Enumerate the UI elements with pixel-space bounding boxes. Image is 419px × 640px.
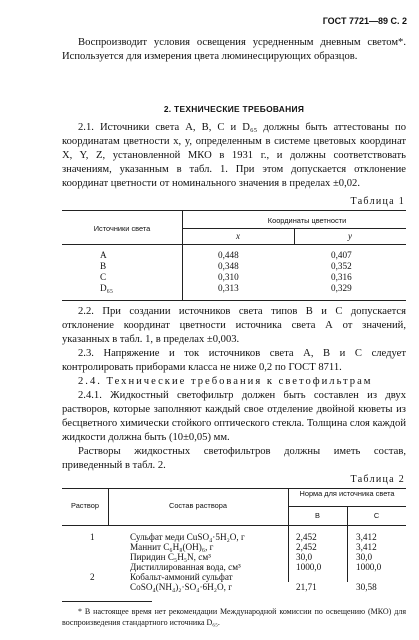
table2-col-solution: Раствор [71,501,99,510]
paragraph-2-1: 2.1. Источники света А, В, С и D₆₅ должны быть аттестованы по координатам цветности x, y, определенным в системе цветовых координат X, Y, Z, установленной МКО в 1931 г., и должны соответствовать значениям, указанным в табл. 1. При этом допускается отклонение координат цветности от номинального значения в пределах ±0,02. [62,122,406,189]
table1-col-x: x [236,231,240,241]
paragraph-2-4: 2.4. Технические требования к светофильтрам [78,376,373,387]
table-row: Дистиллированная вода, см³ [130,562,241,572]
table2-col-c: С [373,511,380,520]
table2-col-comp: Состав раствора [168,501,227,510]
table2-caption: Таблица 2 [350,474,405,485]
table2-col-b: В [315,511,320,520]
paragraph-2-4-1b: Растворы жидкостных светофильтров должны иметь состав, приведенный в табл. 2. [62,446,406,471]
table-row: 2 [90,572,95,582]
footnote: * В настоящее время нет рекомендации Международной комиссии по освещению (МКО) для воспроизведения стандартного источника D₆₅. [62,607,406,627]
paragraph-2-3: 2.3. Напряжение и ток источников света А, В и С следует контролировать приборами класса не ниже 0,2 по ГОСТ 8711. [62,348,406,373]
intro-paragraph: Воспроизводит условия освещения усредненным дневным светом*. Используется для измерения цвета люминесцирующих образцов. [62,37,406,62]
table1-col-group: Координаты цветности [267,216,347,225]
paragraph-2-4-1: 2.4.1. Жидкостный светофильтр должен быть составлен из двух растворов, которые заполняют каждый свое отделение двойной кюветы из бесцветного химически стойкого оптического стекла. Толщина слоя каждой жидкости должна быть (10±0,05) мм. [62,390,406,443]
table2-col-norm: Норма для источника света [299,489,395,498]
table-row: Маннит C₆H₈(OH)₆, г [130,542,214,552]
page-header: ГОСТ 7721—89 С. 2 [322,16,407,26]
table-row: C [100,272,107,282]
table1-caption: Таблица 1 [350,196,405,207]
table1-col-source: Источники света [93,224,151,233]
table-row: A [100,250,107,260]
footnote-divider [62,601,152,602]
table-row: Пиридин C₅H₅N, см³ [130,552,211,562]
table-row: D₆₅ [100,283,114,293]
table1-col-y: y [348,231,352,241]
table-row: B [100,261,107,271]
document-page: ГОСТ 7721—89 С. 2 Воспроизводит условия освещения усредненным дневным светом*. Используется для измерения цвета люминесцирующих образцов. 2. ТЕХНИЧЕСКИЕ ТРЕБОВАНИЯ 2.1. Источники света А, В, С и D₆₅ должны быть аттестованы по координатам цветности x, y, определенным в системе цветовых координат X, Y, Z, установленной МКО в 1931 г., и должны соответствовать значениям, указанным в табл. 1. При этом допускается отклонение координат цветности от номинального значения в пределах ±0,02. Таблица 1 Координаты цветности Источники света x y A 0,448 0,407 B 0,348 0,352 C 0,310 0,316 D₆₅ 0,313 0,329 2.2. При создании источников света типов В и С допускается отклонение координат цветности источника света А от значений, указанных в табл. 1, в пределах ±0,003. 2.3. Напряжение и ток источников света А, В и С следует контролировать приборами класса не ниже 0,2 по ГОСТ 8711. 2.4. Технические требования к светофильтрам 2.4.1. Жидкостный светофильтр должен быть составлен из двух растворов, которые заполняют каждый свое отделение двойной кюветы из бесцветного химически стойкого оптического стекла. Толщина слоя каждой жидкости должна быть (10±0,05) мм. Растворы жидкостных светофильтров должны иметь состав, приведенный в табл. 2. Таблица 2 Норма для источника света Раствор Состав раствора В С 1 Сульфат меди CuSO₄·5H₂O, г 2,452 3,412 Маннит C₆H₈(OH)₆, г 2,452 3,412 Пиридин C₅H₅N, см³ 30,0 30,0 Дистиллированная вода, см³ 1000,0 1000,0 2 Кобальт-аммоний сульфат CoSO₄(NH₄)₂·SO₄·6H₂O, г 21,71 30,58 * В настоящее время нет рекомендации Международной комиссии по освещению (МКО) для воспроизведения стандартного источника D₆₅. [62,16,407,627]
paragraph-2-2: 2.2. При создании источников света типов В и С допускается отклонение координат цветности источника света А от значений, указанных в табл. 1, в пределах ±0,003. [62,306,406,345]
section-title: 2. ТЕХНИЧЕСКИЕ ТРЕБОВАНИЯ [163,104,305,114]
table-row: 1 [90,532,95,542]
table-row: CoSO₄(NH₄)₂·SO₄·6H₂O, г [130,582,232,592]
